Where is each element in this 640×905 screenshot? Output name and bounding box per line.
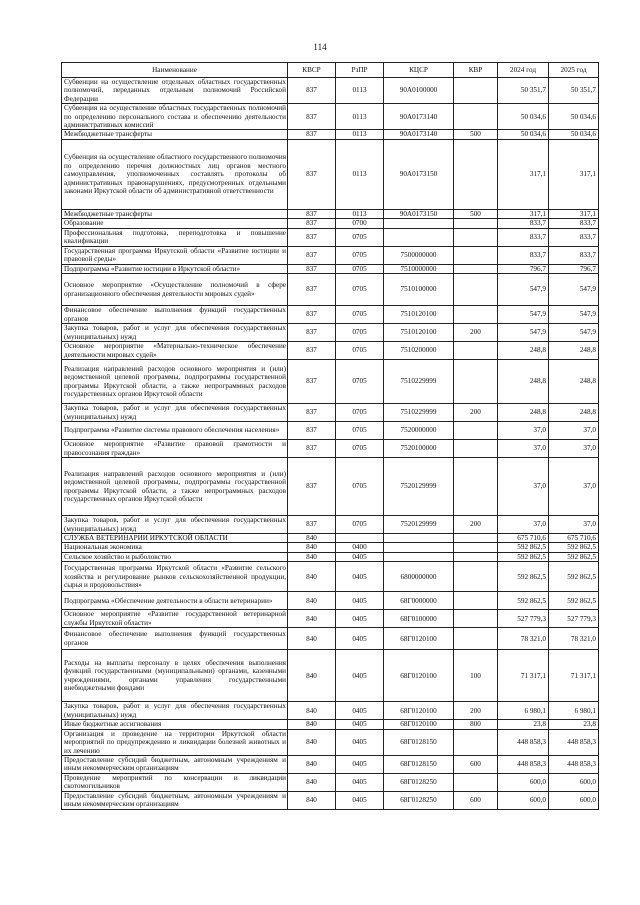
row-kcsr-cell [384,552,454,561]
row-amount-2024-cell: 37,0 [498,440,549,458]
row-rzpr-cell: 0405 [336,791,384,809]
row-amount-2025-cell: 448 858,3 [549,729,599,755]
row-kcsr-cell: 68Г0120100 [384,650,454,702]
row-kcsr-cell: 68Г0128250 [384,773,454,791]
row-kvr-cell [454,422,498,440]
row-name-cell: Государственная программа Иркутской области «Развитие сельского хозяйства и регулирование рынков сельскохозяйственной продукции, сырья и продовольствия» [62,562,288,592]
row-kcsr-cell: 7520129999 [384,516,454,534]
row-amount-2024-cell: 833,7 [498,246,549,264]
table-row [62,755,599,773]
row-rzpr-cell: 0405 [336,773,384,791]
row-amount-2025-cell: 37,0 [549,440,599,458]
row-rzpr-cell: 0705 [336,516,384,534]
row-amount-2024-cell: 317,1 [498,209,549,218]
row-name-cell: Закупка товаров, работ и услуг для обеспечения государственных (муниципальных) нужд [62,324,288,342]
table-row [62,720,599,729]
row-kvsr-cell: 837 [288,360,336,404]
row-rzpr-cell: 0405 [336,702,384,720]
table-row [62,78,599,104]
row-amount-2025-cell: 600,0 [549,791,599,809]
row-kvsr-cell: 837 [288,440,336,458]
row-name-cell: Расходы на выплаты персоналу в целях обеспечения выполнения функций государственными (муниципальными) органами, казенными учреждениями, органами управления государственными внебюджетными фондами [62,650,288,702]
row-kvr-cell: 800 [454,720,498,729]
row-kvsr-cell: 837 [288,228,336,246]
row-rzpr-cell: 0405 [336,650,384,702]
row-kvr-cell [454,274,498,306]
table-row [62,791,599,809]
row-amount-2024-cell: 248,8 [498,342,549,360]
row-kvr-cell: 200 [454,516,498,534]
row-rzpr-cell: 0705 [336,246,384,264]
row-amount-2024-cell: 78 321,0 [498,628,549,650]
row-rzpr-cell: 0705 [336,306,384,324]
row-amount-2025-cell: 248,8 [549,360,599,404]
row-kvsr-cell: 837 [288,342,336,360]
row-kcsr-cell: 7520129999 [384,458,454,516]
row-kcsr-cell: 68Г0120100 [384,702,454,720]
table-row [62,104,599,130]
table-row [62,209,599,218]
row-amount-2025-cell: 527 779,3 [549,610,599,628]
row-kvsr-cell: 837 [288,404,336,422]
table-row [62,610,599,628]
row-amount-2024-cell: 600,0 [498,773,549,791]
row-kvr-cell [454,228,498,246]
row-amount-2025-cell: 37,0 [549,516,599,534]
row-rzpr-cell: 0400 [336,543,384,552]
row-amount-2024-cell: 37,0 [498,458,549,516]
table-row [62,422,599,440]
row-amount-2025-cell: 592 862,5 [549,562,599,592]
row-name-cell: Финансовое обеспечение выполнения функций государственных органов [62,306,288,324]
row-amount-2024-cell: 50 034,6 [498,130,549,139]
row-amount-2024-cell: 50 351,7 [498,78,549,104]
row-name-cell: Основное мероприятие «Развитие правовой грамотности и правосознания граждан» [62,440,288,458]
row-kcsr-cell: 7510200000 [384,342,454,360]
row-amount-2024-cell: 448 858,3 [498,729,549,755]
col-header-2024: 2024 год [498,63,549,78]
row-kvsr-cell: 840 [288,628,336,650]
col-header-kvsr: КВСР [288,63,336,78]
row-kvsr-cell: 837 [288,306,336,324]
row-name-cell: Финансовое обеспечение выполнения функций государственных органов [62,628,288,650]
row-kcsr-cell [384,543,454,552]
row-kvsr-cell: 837 [288,130,336,139]
row-kvr-cell [454,562,498,592]
row-amount-2025-cell: 248,8 [549,404,599,422]
row-amount-2024-cell: 592 862,5 [498,543,549,552]
row-amount-2025-cell: 833,7 [549,219,599,228]
col-header-rzpr: РзПР [336,63,384,78]
row-kcsr-cell: 7510120100 [384,324,454,342]
row-kcsr-cell [384,228,454,246]
row-kvsr-cell: 837 [288,264,336,273]
table-row [62,342,599,360]
row-kcsr-cell: 90А0173150 [384,209,454,218]
row-kcsr-cell: 7520100000 [384,440,454,458]
row-kvsr-cell: 837 [288,422,336,440]
row-name-cell: Подпрограмма «Развитие юстиции в Иркутской области» [62,264,288,273]
row-kcsr-cell: 7510229999 [384,404,454,422]
table-row [62,534,599,543]
row-name-cell: Сельское хозяйство и рыболовство [62,552,288,561]
row-kvsr-cell: 840 [288,720,336,729]
table-row [62,404,599,422]
table-row [62,562,599,592]
row-name-cell: Основное мероприятие «Материально-техническое обеспечение деятельности мировых судей» [62,342,288,360]
row-kvr-cell [454,246,498,264]
table-row [62,628,599,650]
row-kvsr-cell: 840 [288,755,336,773]
row-name-cell: Межбюджетные трансферты [62,209,288,218]
row-kvsr-cell: 837 [288,458,336,516]
table-header-row [62,63,599,78]
row-amount-2025-cell: 317,1 [549,209,599,218]
row-name-cell: Профессиональная подготовка, переподготовка и повышение квалификации [62,228,288,246]
row-amount-2025-cell: 448 858,3 [549,755,599,773]
row-kcsr-cell: 7500000000 [384,246,454,264]
row-name-cell: Предоставление субсидий бюджетным, автономным учреждениям и иным некоммерческим организациям [62,755,288,773]
table-row [62,324,599,342]
row-amount-2025-cell: 78 321,0 [549,628,599,650]
row-amount-2024-cell: 675 710,6 [498,534,549,543]
row-kvsr-cell: 840 [288,543,336,552]
row-amount-2025-cell: 37,0 [549,422,599,440]
row-amount-2024-cell: 448 858,3 [498,755,549,773]
row-name-cell: Основное мероприятие «Развитие государственной ветеринарной службы Иркутской области» [62,610,288,628]
row-kvr-cell: 600 [454,791,498,809]
table-row [62,264,599,273]
row-kcsr-cell: 68Г0120100 [384,628,454,650]
row-amount-2025-cell: 833,7 [549,228,599,246]
row-rzpr-cell: 0405 [336,552,384,561]
row-rzpr-cell: 0705 [336,324,384,342]
table-row [62,458,599,516]
table-row [62,139,599,209]
row-kvr-cell [454,543,498,552]
row-kvr-cell [454,628,498,650]
row-rzpr-cell [336,534,384,543]
row-amount-2025-cell: 547,9 [549,274,599,306]
row-kvsr-cell: 840 [288,791,336,809]
row-amount-2024-cell: 23,8 [498,720,549,729]
row-amount-2024-cell: 592 862,5 [498,562,549,592]
row-name-cell: СЛУЖБА ВЕТЕРИНАРИИ ИРКУТСКОЙ ОБЛАСТИ [62,534,288,543]
row-kvsr-cell: 840 [288,592,336,610]
row-rzpr-cell: 0113 [336,104,384,130]
row-amount-2025-cell: 50 034,6 [549,130,599,139]
row-amount-2024-cell: 248,8 [498,404,549,422]
row-kcsr-cell: 90А0100000 [384,78,454,104]
row-amount-2025-cell: 592 862,5 [549,543,599,552]
row-amount-2025-cell: 248,8 [549,342,599,360]
row-kcsr-cell: 90А0173140 [384,130,454,139]
row-amount-2024-cell: 547,9 [498,324,549,342]
row-amount-2024-cell: 6 980,1 [498,702,549,720]
col-header-2025: 2025 год [549,63,599,78]
row-kcsr-cell: 68Г0000000 [384,592,454,610]
row-kcsr-cell [384,534,454,543]
row-name-cell: Проведение мероприятий по консервации и ликвидации скотомогильников [62,773,288,791]
table-row [62,306,599,324]
row-amount-2025-cell: 547,9 [549,324,599,342]
row-name-cell: Субвенция на осуществление областного государственного полномочия по определению перечня должностных лиц органов местного самоуправления, уполномоченных составлять протоколы об административных правонарушениях, предусмотренных отдельными законами Иркутской области об административной ответственности [62,139,288,209]
row-kvr-cell [454,534,498,543]
row-amount-2024-cell: 50 034,6 [498,104,549,130]
row-amount-2025-cell: 675 710,6 [549,534,599,543]
row-rzpr-cell: 0700 [336,219,384,228]
row-kvsr-cell: 837 [288,516,336,534]
row-amount-2025-cell: 50 351,7 [549,78,599,104]
row-kvr-cell [454,104,498,130]
row-rzpr-cell: 0113 [336,209,384,218]
row-kvr-cell [454,360,498,404]
row-amount-2025-cell: 71 317,1 [549,650,599,702]
row-kvr-cell [454,610,498,628]
row-rzpr-cell: 0113 [336,130,384,139]
row-name-cell: Закупка товаров, работ и услуг для обеспечения государственных (муниципальных) нужд [62,404,288,422]
row-amount-2024-cell: 527 779,3 [498,610,549,628]
row-kvr-cell: 200 [454,404,498,422]
row-name-cell: Субвенции на осуществление отдельных областных государственных полномочий, переданных отдельным полномочий Российской Федерации [62,78,288,104]
row-kcsr-cell: 68Г0128150 [384,755,454,773]
row-kvsr-cell: 840 [288,552,336,561]
row-amount-2024-cell: 833,7 [498,219,549,228]
row-kcsr-cell: 7510100000 [384,274,454,306]
row-rzpr-cell: 0705 [336,458,384,516]
row-rzpr-cell: 0705 [336,440,384,458]
row-kvr-cell: 100 [454,650,498,702]
row-name-cell: Реализация направлений расходов основного мероприятия и (или) ведомственной целевой программы, подпрограммы государственной программы Иркутской области, а также непрограммных расходов государственных органов Иркутской области [62,458,288,516]
row-kvsr-cell: 840 [288,729,336,755]
row-amount-2025-cell: 37,0 [549,458,599,516]
row-rzpr-cell: 0705 [336,404,384,422]
row-kvsr-cell: 840 [288,773,336,791]
row-amount-2024-cell: 317,1 [498,139,549,209]
row-kcsr-cell: 68Г0100000 [384,610,454,628]
row-kvr-cell: 200 [454,702,498,720]
row-rzpr-cell: 0405 [336,628,384,650]
col-header-kvr: КВР [454,63,498,78]
row-kvr-cell: 500 [454,209,498,218]
row-kcsr-cell: 7510000000 [384,264,454,273]
row-kvsr-cell: 840 [288,610,336,628]
row-rzpr-cell: 0405 [336,592,384,610]
page-number: 114 [313,42,327,52]
table-row [62,440,599,458]
row-kvr-cell [454,592,498,610]
row-rzpr-cell: 0705 [336,228,384,246]
row-kvsr-cell: 837 [288,209,336,218]
row-amount-2024-cell: 248,8 [498,360,549,404]
table-row [62,360,599,404]
row-name-cell: Реализация направлений расходов основного мероприятия и (или) ведомственной целевой программы, подпрограммы государственной программы Иркутской области, а также непрограммных расходов государственных органов Иркутской области [62,360,288,404]
table-row [62,729,599,755]
table-row [62,130,599,139]
row-rzpr-cell: 0405 [336,610,384,628]
row-amount-2024-cell: 600,0 [498,791,549,809]
row-rzpr-cell: 0113 [336,139,384,209]
row-amount-2024-cell: 37,0 [498,422,549,440]
row-kcsr-cell: 68Г0128150 [384,729,454,755]
row-kvsr-cell: 840 [288,562,336,592]
row-name-cell: Межбюджетные трансферты [62,130,288,139]
row-rzpr-cell: 0405 [336,755,384,773]
table-row [62,773,599,791]
row-kvr-cell: 200 [454,324,498,342]
row-rzpr-cell: 0705 [336,422,384,440]
row-rzpr-cell: 0705 [336,360,384,404]
row-kcsr-cell: 6800000000 [384,562,454,592]
row-amount-2025-cell: 6 980,1 [549,702,599,720]
row-kvsr-cell: 837 [288,219,336,228]
row-kvr-cell [454,773,498,791]
budget-table [61,62,599,810]
row-kcsr-cell: 7510229999 [384,360,454,404]
table-row [62,702,599,720]
row-kvsr-cell: 837 [288,324,336,342]
row-name-cell: Субвенция на осуществление областных государственных полномочий по определению персонального состава и обеспечению деятельности административных комиссий [62,104,288,130]
row-rzpr-cell: 0113 [336,78,384,104]
table-row [62,219,599,228]
row-amount-2025-cell: 592 862,5 [549,552,599,561]
row-amount-2025-cell: 23,8 [549,720,599,729]
row-rzpr-cell: 0705 [336,274,384,306]
row-amount-2025-cell: 592 862,5 [549,592,599,610]
row-kvr-cell [454,552,498,561]
row-name-cell: Закупка товаров, работ и услуг для обеспечения государственных (муниципальных) нужд [62,702,288,720]
row-amount-2024-cell: 796,7 [498,264,549,273]
row-kvsr-cell: 840 [288,650,336,702]
row-rzpr-cell: 0405 [336,729,384,755]
row-kcsr-cell: 90А0173150 [384,139,454,209]
row-name-cell: Основное мероприятие «Осуществление полномочий в сфере организационного обеспечения деятельности мировых судей» [62,274,288,306]
row-kvr-cell [454,440,498,458]
row-amount-2024-cell: 547,9 [498,274,549,306]
row-kcsr-cell: 90А0173140 [384,104,454,130]
row-kvr-cell [454,729,498,755]
row-name-cell: Закупка товаров, работ и услуг для обеспечения государственных (муниципальных) нужд [62,516,288,534]
row-rzpr-cell: 0705 [336,264,384,273]
table-row [62,228,599,246]
row-kvsr-cell: 837 [288,104,336,130]
row-amount-2025-cell: 317,1 [549,139,599,209]
row-kvr-cell [454,219,498,228]
col-header-kcsr: КЦСР [384,63,454,78]
row-kvr-cell [454,78,498,104]
row-name-cell: Иные бюджетные ассигнования [62,720,288,729]
row-amount-2024-cell: 37,0 [498,516,549,534]
row-name-cell: Образование [62,219,288,228]
table-row [62,592,599,610]
row-name-cell: Национальная экономика [62,543,288,552]
row-amount-2025-cell: 600,0 [549,773,599,791]
row-kvr-cell [454,342,498,360]
row-kvr-cell [454,264,498,273]
row-kcsr-cell [384,219,454,228]
row-kcsr-cell: 68Г0128250 [384,791,454,809]
row-rzpr-cell: 0405 [336,562,384,592]
row-name-cell: Подпрограмма «Развитие системы правового обеспечения населения» [62,422,288,440]
table-row [62,246,599,264]
row-kvr-cell [454,458,498,516]
row-kcsr-cell: 7510120100 [384,306,454,324]
row-name-cell: Государственная программа Иркутской области «Развитие юстиции и правовой среды» [62,246,288,264]
row-kvr-cell [454,139,498,209]
row-kcsr-cell: 68Г0120100 [384,720,454,729]
row-kvsr-cell: 837 [288,274,336,306]
table-row [62,516,599,534]
row-amount-2024-cell: 71 317,1 [498,650,549,702]
row-kvsr-cell: 837 [288,246,336,264]
table-row [62,543,599,552]
row-kvr-cell: 500 [454,130,498,139]
row-kvsr-cell: 840 [288,534,336,543]
row-amount-2024-cell: 592 862,5 [498,552,549,561]
row-rzpr-cell: 0705 [336,342,384,360]
row-kvsr-cell: 840 [288,702,336,720]
table-row [62,552,599,561]
row-amount-2024-cell: 592 862,5 [498,592,549,610]
row-kvsr-cell: 837 [288,139,336,209]
row-kvsr-cell: 837 [288,78,336,104]
row-kvr-cell [454,306,498,324]
row-kvr-cell: 600 [454,755,498,773]
row-kcsr-cell: 7520000000 [384,422,454,440]
table-row [62,274,599,306]
row-amount-2025-cell: 547,9 [549,306,599,324]
table-row [62,650,599,702]
row-amount-2025-cell: 796,7 [549,264,599,273]
row-amount-2024-cell: 833,7 [498,228,549,246]
row-amount-2024-cell: 547,9 [498,306,549,324]
row-amount-2025-cell: 833,7 [549,246,599,264]
row-name-cell: Подпрограмма «Обеспечение деятельности в области ветеринарии» [62,592,288,610]
row-amount-2025-cell: 50 034,6 [549,104,599,130]
row-name-cell: Организация и проведение на территории Иркутской области мероприятий по предупреждению и ликвидации болезней животных и их лечению [62,729,288,755]
row-name-cell: Предоставление субсидий бюджетным, автономным учреждениям и иным некоммерческим организациям [62,791,288,809]
row-rzpr-cell: 0405 [336,720,384,729]
col-header-name: Наименование [62,63,288,78]
